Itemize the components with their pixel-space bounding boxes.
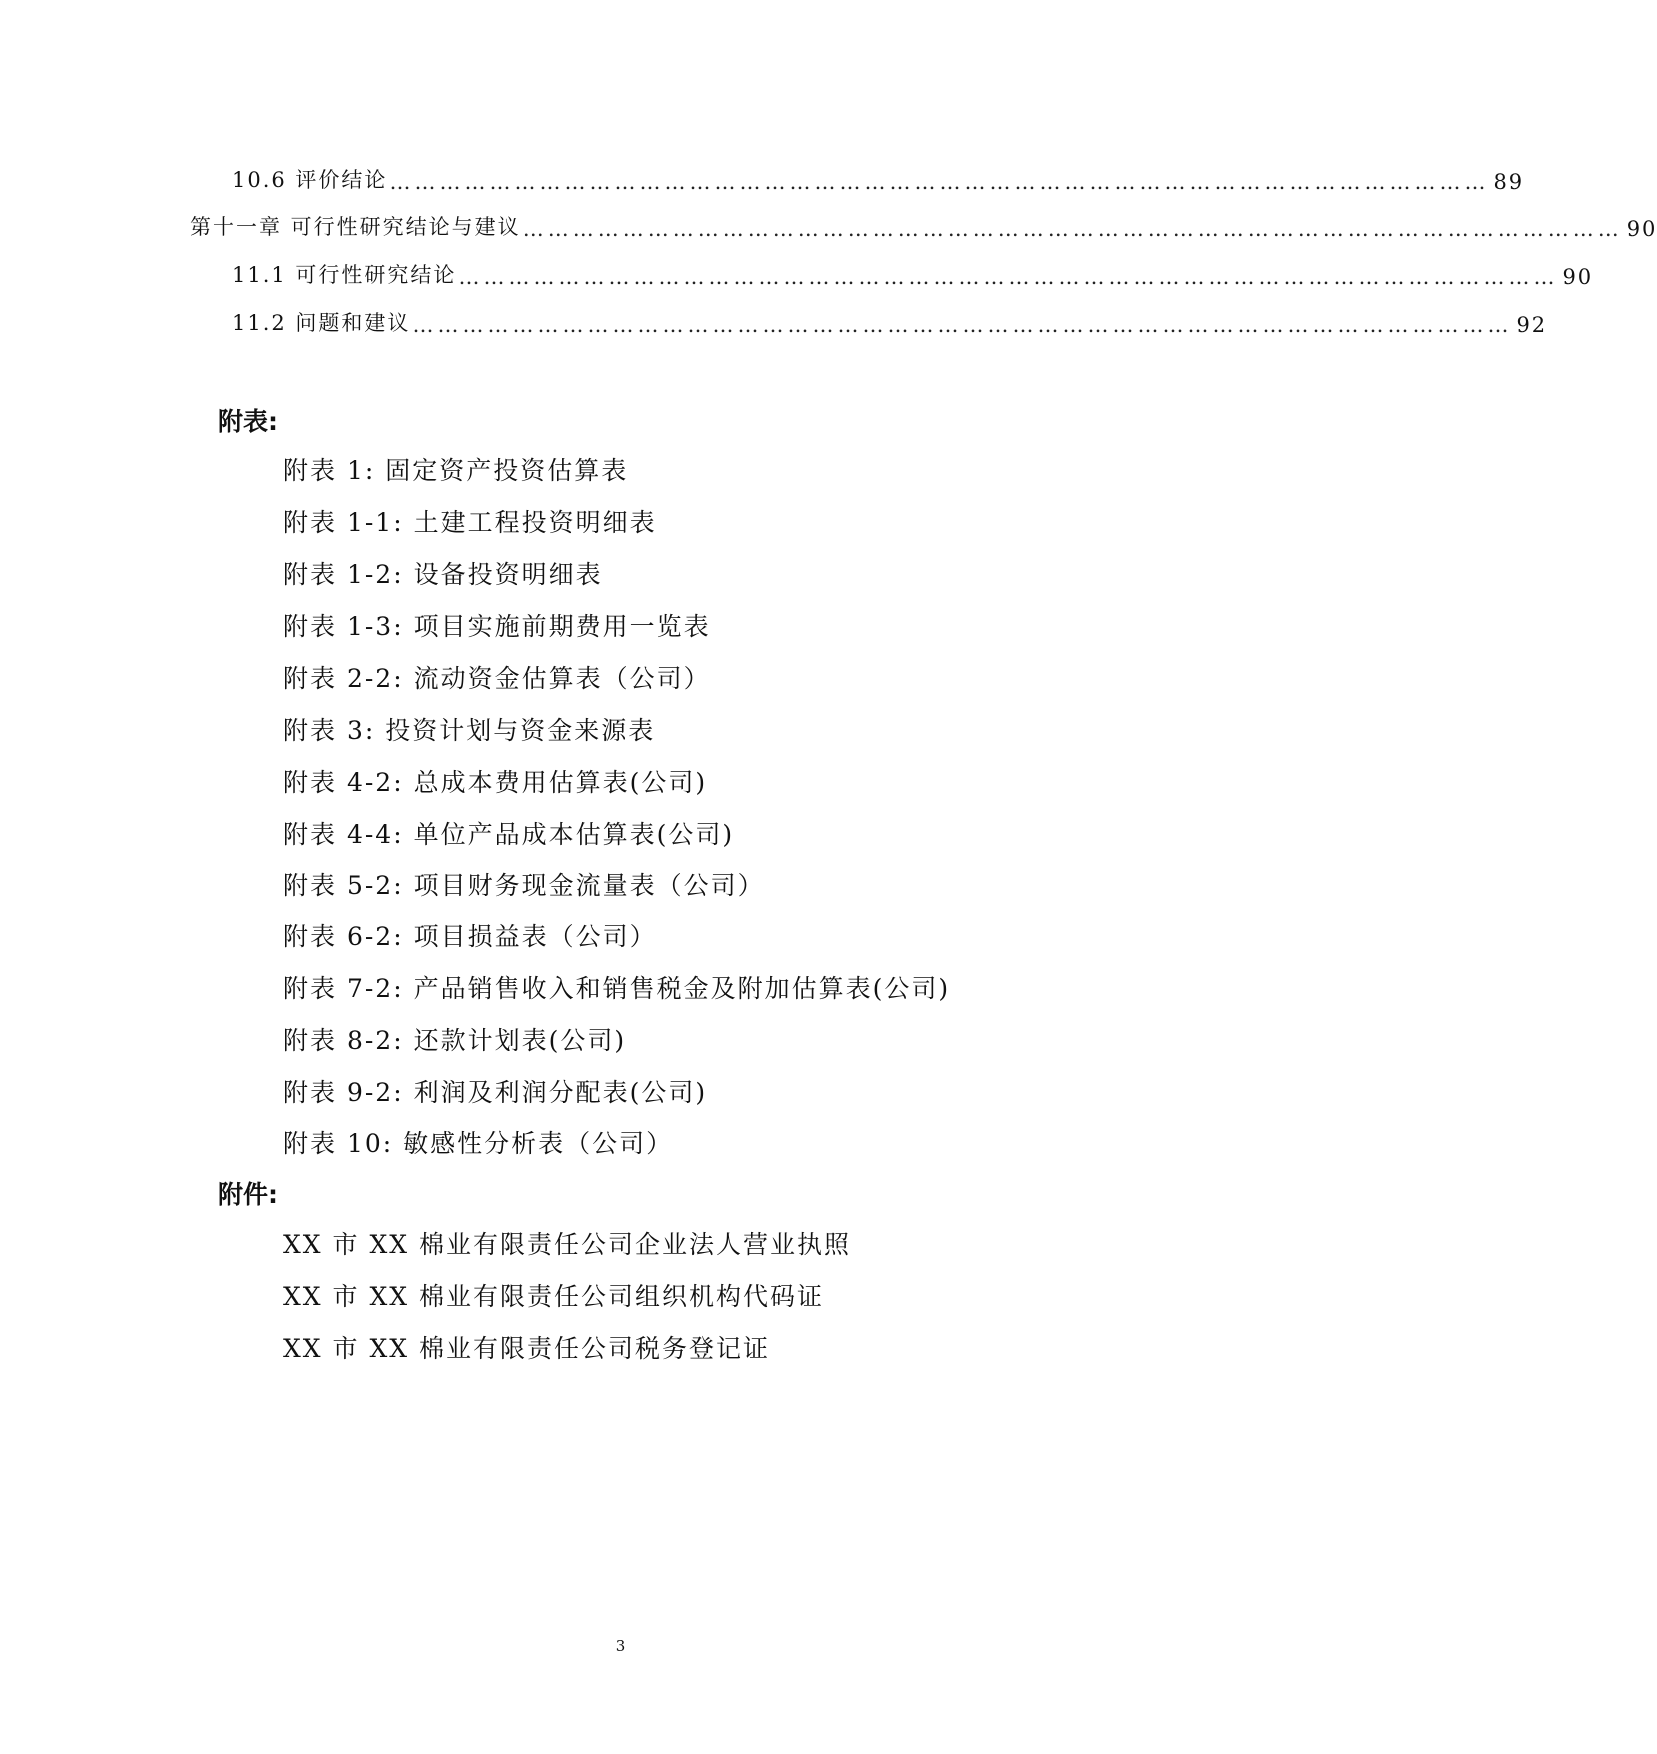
toc-leader-dots: …………………………………………………………………………………………………………………… [412,313,1513,337]
toc-entry-page: 92 [1516,313,1548,337]
attachment-item: XX 市 XX 棉业有限责任公司企业法人营业执照 [283,1230,852,1259]
attachment-item: XX 市 XX 棉业有限责任公司组织机构代码证 [283,1282,825,1311]
attachments-heading: 附件: [218,1180,278,1209]
appendix-table-item: 附表 7-2: 产品销售收入和销售税金及附加估算表(公司) [283,974,951,1003]
appendix-table-item: 附表 6-2: 项目损益表（公司） [283,922,657,951]
appendix-table-item: 附表 2-2: 流动资金估算表（公司） [283,664,711,693]
toc-entry-title: 11.1 可行性研究结论 [232,263,457,287]
appendix-table-item: 附表 5-2: 项目财务现金流量表（公司） [283,871,765,900]
appendix-table-item: 附表 4-2: 总成本费用估算表(公司) [283,768,708,797]
attachment-item: XX 市 XX 棉业有限责任公司税务登记证 [283,1334,771,1363]
toc-entry[interactable] [190,207,1657,241]
appendix-tables-heading: 附表: [218,407,278,436]
toc-entry-title: 11.2 问题和建议 [232,311,411,335]
page-number: 3 [615,1637,626,1655]
appendix-table-item: 附表 3: 投资计划与资金来源表 [283,716,656,745]
toc-leader-dots: …………………………………………………………………………………………………………………… [522,217,1623,241]
appendix-table-item: 附表 1: 固定资产投资估算表 [283,456,629,485]
toc-entry-page: 89 [1493,170,1525,194]
toc-entry[interactable] [232,303,1548,337]
toc-entry-title: 10.6 评价结论 [232,168,388,192]
appendix-table-item: 附表 10: 敏感性分析表（公司） [283,1129,674,1158]
toc-entry-page: 90 [1626,217,1657,241]
toc-entry[interactable] [232,255,1594,289]
appendix-table-item: 附表 4-4: 单位产品成本估算表(公司) [283,820,735,849]
toc-leader-dots: …………………………………………………………………………………………………………………… [389,170,1490,194]
appendix-table-item: 附表 8-2: 还款计划表(公司) [283,1026,627,1055]
appendix-table-item: 附表 9-2: 利润及利润分配表(公司) [283,1078,708,1107]
appendix-table-item: 附表 1-1: 土建工程投资明细表 [283,508,657,537]
appendix-table-item: 附表 1-2: 设备投资明细表 [283,560,603,589]
toc-entry-title: 第十一章 可行性研究结论与建议 [190,215,521,239]
appendix-table-item: 附表 1-3: 项目实施前期费用一览表 [283,612,711,641]
toc-leader-dots: …………………………………………………………………………………………………………………… [458,265,1559,289]
toc-entry[interactable] [232,160,1525,194]
toc-entry-page: 90 [1562,265,1594,289]
